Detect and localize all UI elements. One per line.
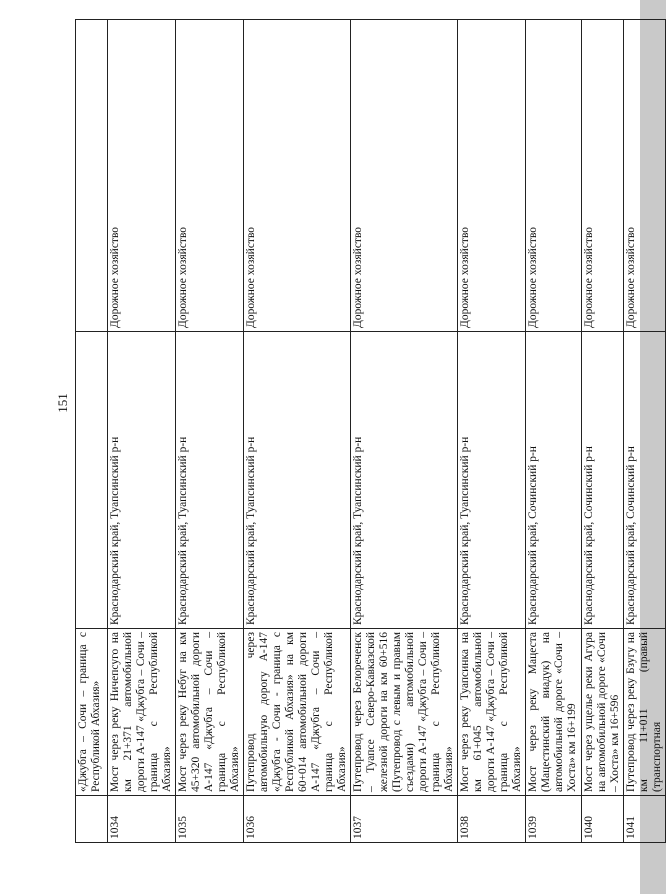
row-number: 1039	[526, 796, 582, 843]
rotated-content	[55, 48, 663, 843]
object-owner: Дорожное хозяйство	[244, 20, 351, 332]
object-name: Мост через реку Ничепсуго на км 21+371 автомобильной дороги А-147 «Джубга – Сочи – граница с Республикой Абхазия»	[108, 629, 176, 796]
page-number: 151	[55, 393, 70, 413]
object-location: Краснодарский край, Туапсинский р-н	[458, 332, 526, 629]
table-row	[458, 20, 526, 843]
row-number: 1034	[108, 796, 176, 843]
object-name: «Джубга – Сочи – граница с Республикой Абхазия»	[76, 629, 108, 796]
row-number: 1037	[351, 796, 458, 843]
row-number: 1040	[582, 796, 624, 843]
object-location: Краснодарский край, Туапсинский р-н	[108, 332, 176, 629]
row-number: 1036	[244, 796, 351, 843]
registry-table	[75, 19, 666, 843]
object-location: Краснодарский край, Сочинский р-н	[582, 332, 624, 629]
object-name: Путепровод через реку Бзугу на км 11+011 (правый (транспортная	[624, 629, 666, 796]
object-name: Мост через реку Мацеста (Мацестинский виадук) на автомобильной дороге «Сочи – Хоста» км 16+199	[526, 629, 582, 796]
row-number	[76, 796, 108, 843]
table-row	[624, 20, 666, 843]
object-name: Мост через реку Туапсинка на км 61+045 автомобильной дороги А-147 «Джубга – Сочи – граница с Республикой Абхазия»	[458, 629, 526, 796]
object-owner	[76, 20, 108, 332]
object-owner: Дорожное хозяйство	[176, 20, 244, 332]
object-name: Мост через ущелье реки Агура на автомобильной дороге «Сочи – Хоста» км 16+596	[582, 629, 624, 796]
object-location: Краснодарский край, Сочинский р-н	[526, 332, 582, 629]
object-owner: Дорожное хозяйство	[458, 20, 526, 332]
object-owner: Дорожное хозяйство	[582, 20, 624, 332]
object-name: Путепровод через автомобильную дорогу А-147 «Джубга - Сочи - граница с Республикой Абхазия» на км 60+014 автомобильной дороги А-147 «Джубга – Сочи – граница с Республикой Абхазия»	[244, 629, 351, 796]
row-number: 1038	[458, 796, 526, 843]
table-row	[244, 20, 351, 843]
object-name: Путепровод через Белореченск – Туапсе Северо-Кавказской железной дороги на км 60+516 (Путепровод с левым и правым съездами) автомобильной дороги А-147 «Джубга – Сочи – граница с Республикой Абхазия»	[351, 629, 458, 796]
row-number: 1035	[176, 796, 244, 843]
table-row	[76, 20, 108, 843]
object-owner: Дорожное хозяйство	[108, 20, 176, 332]
object-location: Краснодарский край, Туапсинский р-н	[176, 332, 244, 629]
object-location: Краснодарский край, Сочинский р-н	[624, 332, 666, 629]
object-owner: Дорожное хозяйство	[526, 20, 582, 332]
table-row	[526, 20, 582, 843]
object-owner: Дорожное хозяйство	[624, 20, 666, 332]
table-row	[176, 20, 244, 843]
table-row	[582, 20, 624, 843]
object-location	[76, 332, 108, 629]
object-name: Мост через реку Небуг на км 45+320 автомобильной дороги А-147 «Джубга – Сочи – граница с Республикой Абхазия»	[176, 629, 244, 796]
object-location: Краснодарский край, Туапсинский р-н	[351, 332, 458, 629]
table-row	[351, 20, 458, 843]
row-number: 1041	[624, 796, 666, 843]
object-owner: Дорожное хозяйство	[351, 20, 458, 332]
table-row	[108, 20, 176, 843]
object-location: Краснодарский край, Туапсинский р-н	[244, 332, 351, 629]
